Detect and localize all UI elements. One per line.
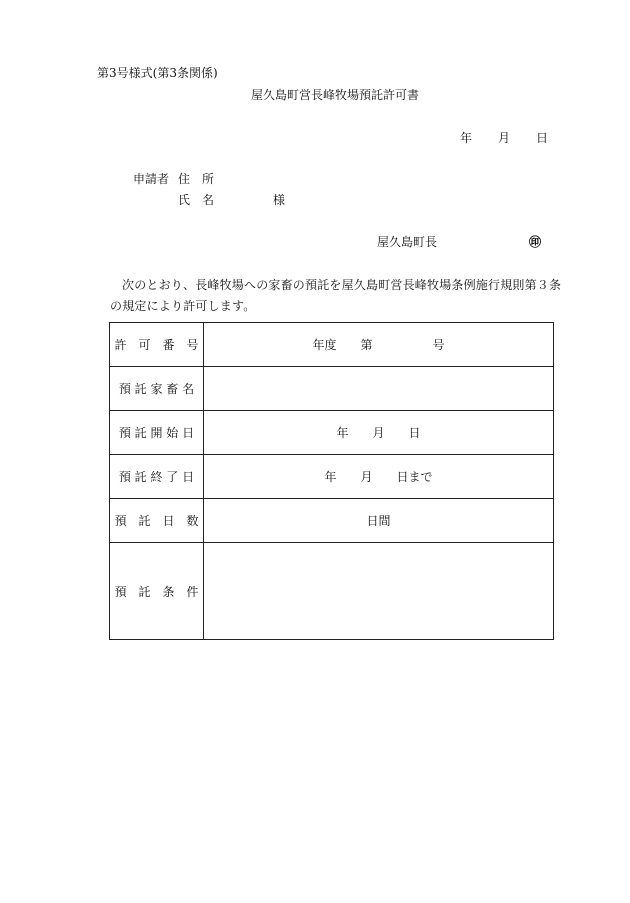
table-row <box>110 455 554 499</box>
issuer-mayor: 屋久島町長 <box>377 235 438 249</box>
table-row <box>110 323 554 367</box>
row-value-start-date: 年 月 日 <box>204 411 554 455</box>
row-value-days: 日間 <box>204 499 554 543</box>
date-year: 年 <box>460 131 473 145</box>
applicant-label: 申請者 <box>133 172 170 186</box>
document-title: 屋久島町営長峰牧場預託許可書 <box>250 88 419 102</box>
body-text: 次のとおり、長峰牧場への家畜の預託を屋久島町営長峰牧場条例施行規則第３条の規定により許可します。 <box>110 278 562 313</box>
row-label-end-date: 預 託 終 了 日 <box>110 455 204 499</box>
row-value-permit-number: 年度 第 号 <box>204 323 554 367</box>
date-month: 月 <box>498 131 511 145</box>
date-day: 日 <box>536 131 549 145</box>
row-label-days: 預 託 日 数 <box>110 499 204 543</box>
row-label-permit-number: 許 可 番 号 <box>110 323 204 367</box>
form-number: 第3号様式(第3条関係) <box>97 66 218 80</box>
date-line <box>460 131 548 145</box>
table-row <box>110 367 554 411</box>
table-row <box>110 543 554 640</box>
table-row <box>110 499 554 543</box>
row-label-start-date: 預 託 開 始 日 <box>110 411 204 455</box>
address-label: 住 所 <box>178 172 215 186</box>
row-value-livestock-name <box>204 367 554 411</box>
name-label: 氏 名 <box>178 193 215 207</box>
row-label-conditions: 預 託 条 件 <box>110 543 204 640</box>
permit-table <box>109 322 554 640</box>
row-label-livestock-name: 預 託 家 畜 名 <box>110 367 204 411</box>
table-row <box>110 411 554 455</box>
honorific: 様 <box>273 193 286 207</box>
row-value-conditions <box>204 543 554 640</box>
seal-mark: ㊞ <box>529 235 542 249</box>
row-value-end-date: 年 月 日まで <box>204 455 554 499</box>
